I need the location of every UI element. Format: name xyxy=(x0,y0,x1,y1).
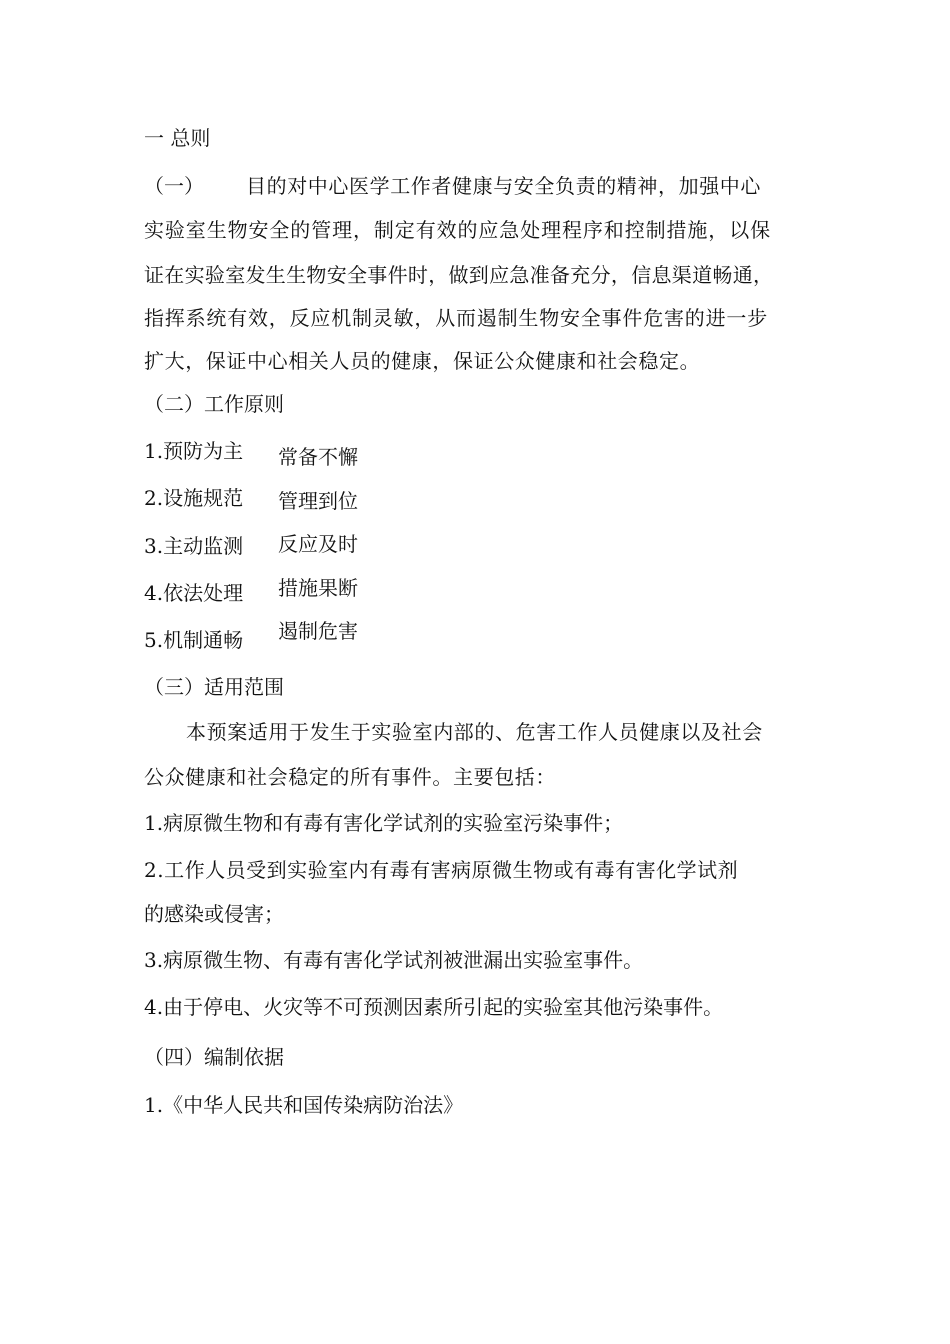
basis-title: （四）编制依据 xyxy=(144,1045,284,1069)
purpose-line-4: 指挥系统有效，反应机制灵敏，从而遏制生物安全事件危害的进一步 xyxy=(144,306,768,330)
principle-3-right: 反应及时 xyxy=(278,532,358,556)
scope-item-2: 2.工作人员受到实验室内有毒有害病原微生物或有毒有害化学试剂 xyxy=(144,858,739,882)
purpose-line-1: 目的对中心医学工作者健康与安全负责的精神，加强中心 xyxy=(246,174,761,198)
basis-item-1: 1.《中华人民共和国传染病防治法》 xyxy=(144,1093,464,1117)
purpose-line-5: 扩大，保证中心相关人员的健康，保证公众健康和社会稳定。 xyxy=(144,349,701,373)
purpose-line-2: 实验室生物安全的管理，制定有效的应急处理程序和控制措施，以保 xyxy=(144,218,771,242)
scope-intro-1: 本预案适用于发生于实验室内部的、危害工作人员健康以及社会 xyxy=(186,720,763,744)
principle-2-left: 2.设施规范 xyxy=(144,486,244,510)
purpose-line-3: 证在实验室发生生物安全事件时，做到应急准备充分，信息渠道畅通， xyxy=(144,263,774,287)
purpose-label: （一） xyxy=(144,174,204,198)
scope-item-3: 3.病原微生物、有毒有害化学试剂被泄漏出实验室事件。 xyxy=(144,948,644,972)
scope-item-2-cont: 的感染或侵害； xyxy=(144,902,284,926)
principle-4-left: 4.依法处理 xyxy=(144,581,244,605)
principle-1-right: 常备不懈 xyxy=(278,445,358,469)
principle-1-left: 1.预防为主 xyxy=(144,439,244,463)
scope-item-4: 4.由于停电、火灾等不可预测因素所引起的实验室其他污染事件。 xyxy=(144,995,724,1019)
principle-2-right: 管理到位 xyxy=(278,489,358,513)
scope-item-1: 1.病原微生物和有毒有害化学试剂的实验室污染事件； xyxy=(144,811,624,835)
principle-5-right: 遏制危害 xyxy=(278,619,358,643)
principle-3-left: 3.主动监测 xyxy=(144,534,244,558)
section-heading: 一 总则 xyxy=(144,126,211,150)
scope-intro-2: 公众健康和社会稳定的所有事件。主要包括： xyxy=(144,765,556,789)
principle-5-left: 5.机制通畅 xyxy=(144,628,244,652)
scope-title: （三）适用范围 xyxy=(144,675,284,699)
principle-4-right: 措施果断 xyxy=(278,576,358,600)
principles-title: （二）工作原则 xyxy=(144,392,284,416)
